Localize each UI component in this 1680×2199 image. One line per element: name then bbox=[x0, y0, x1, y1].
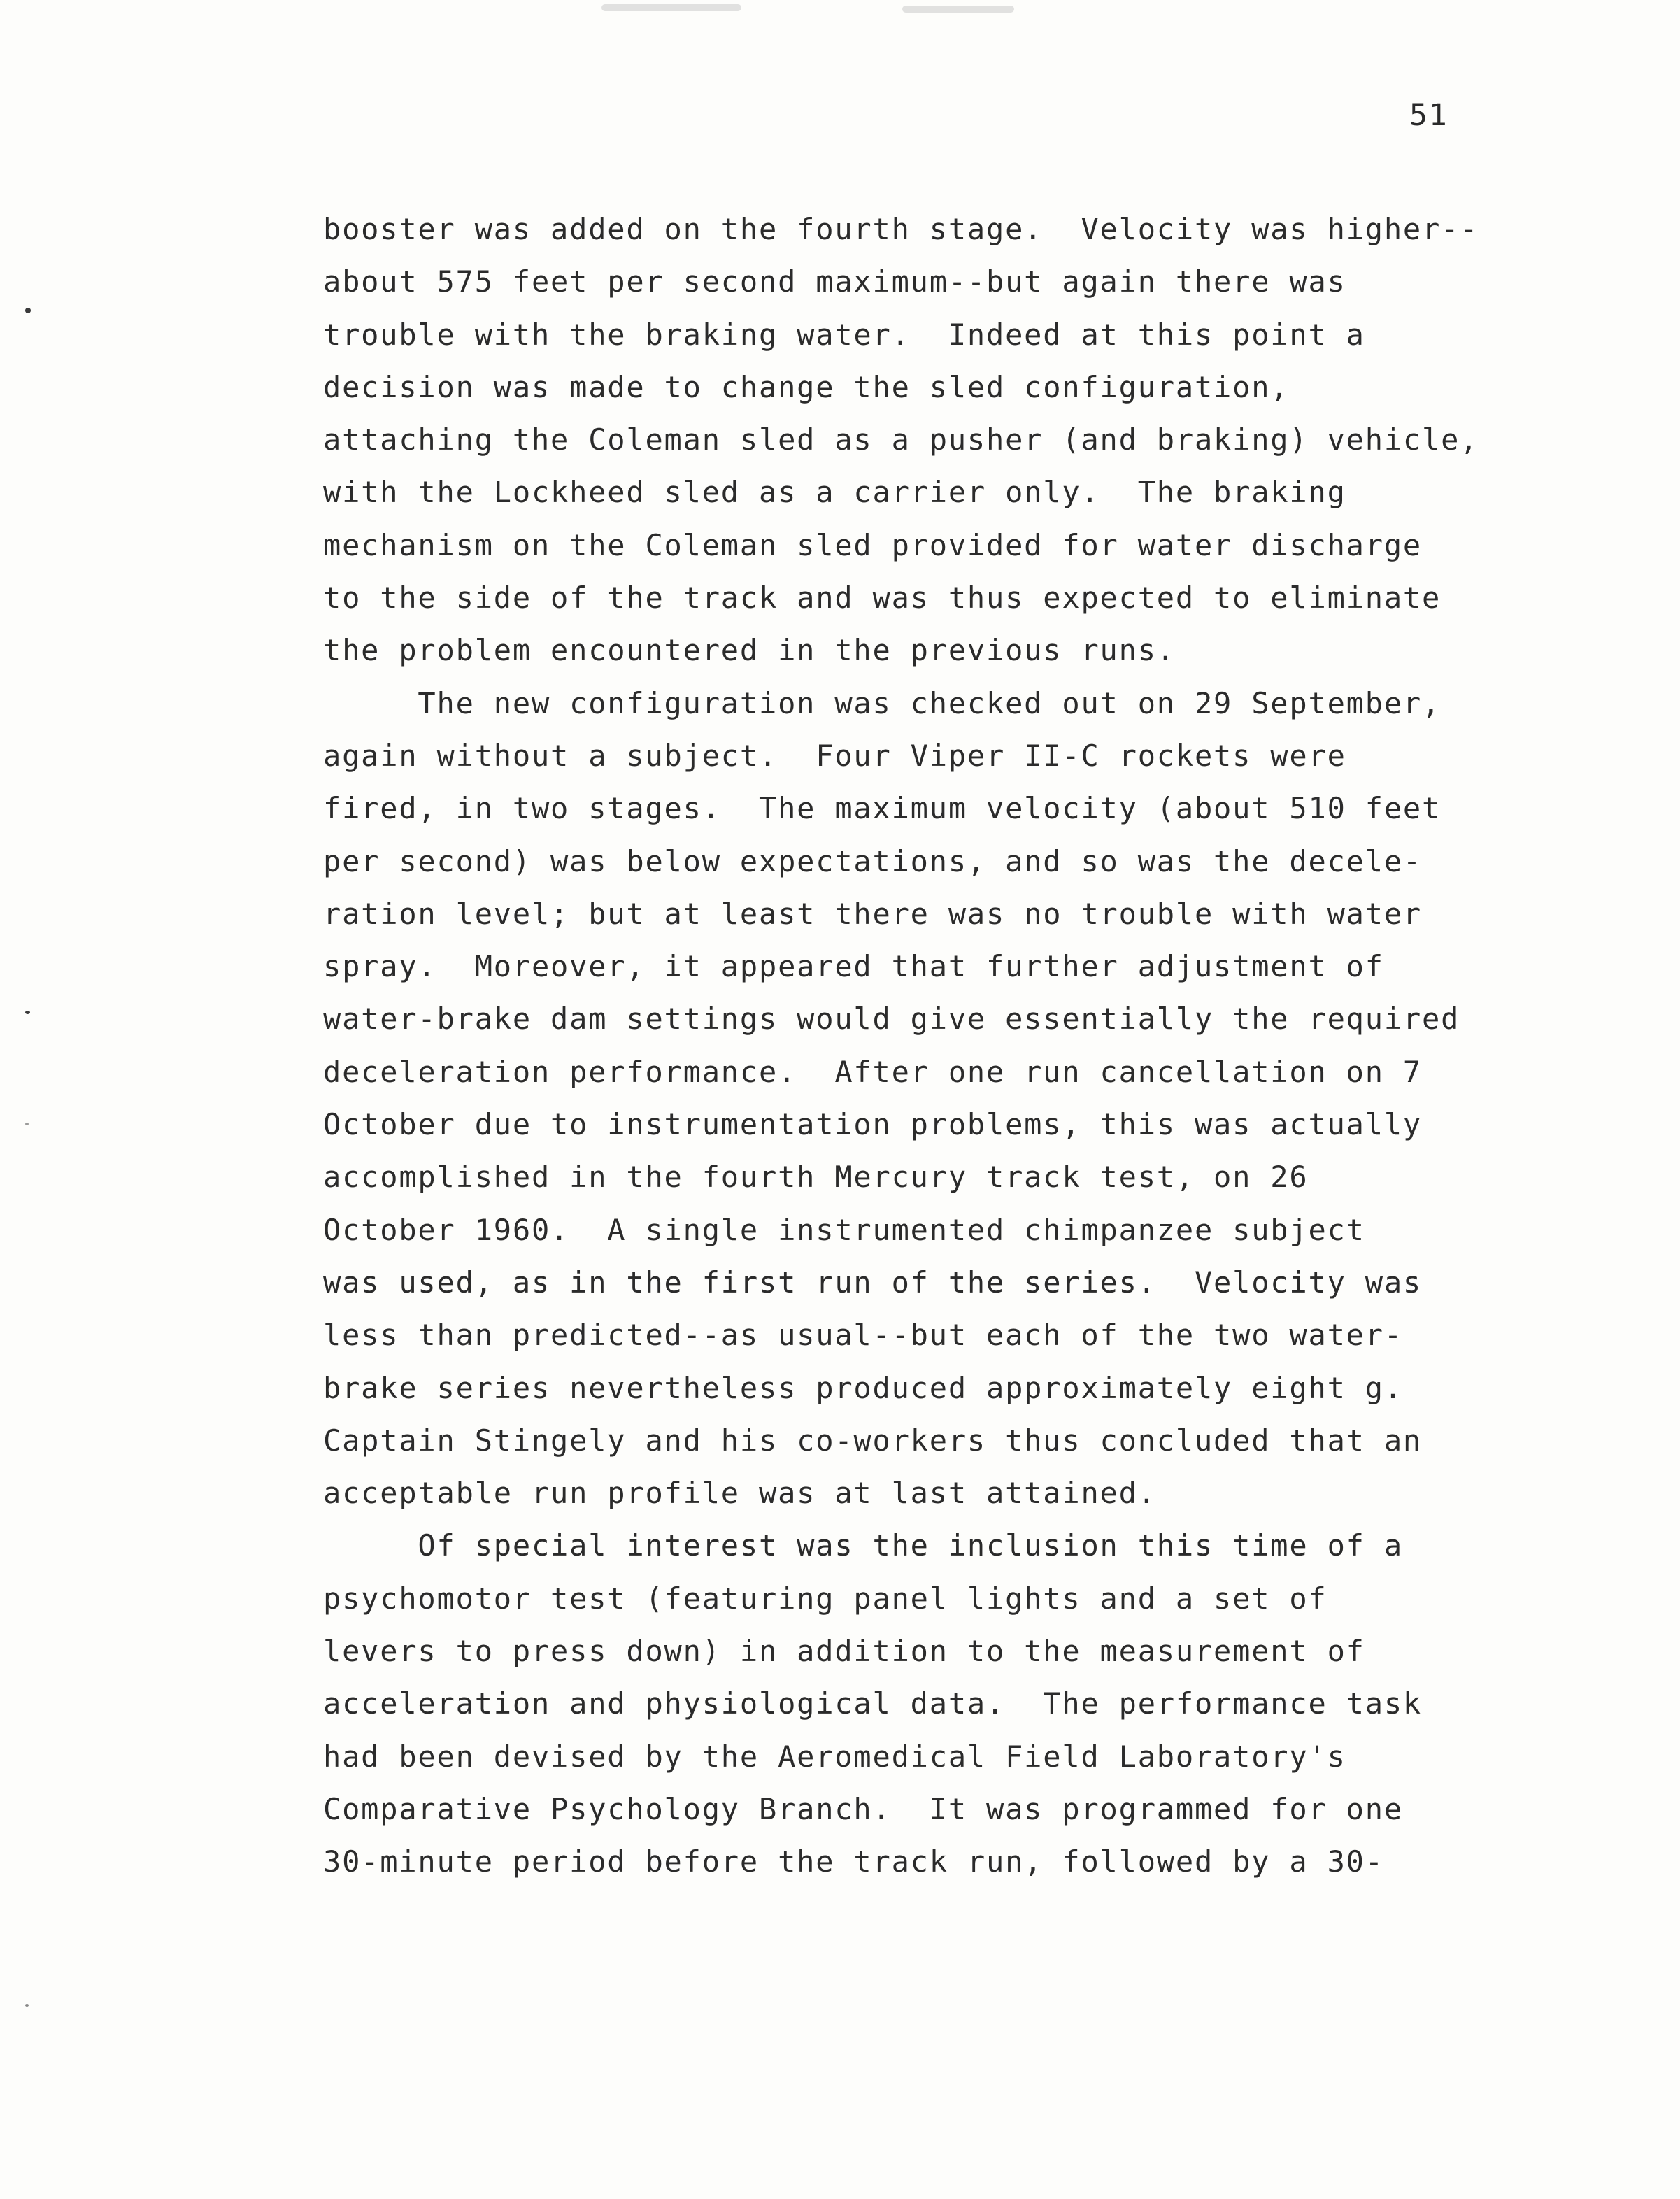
text-line: water-brake dam settings would give essentially the required bbox=[323, 1002, 1460, 1037]
scan-smudge bbox=[601, 4, 741, 11]
text-line: attaching the Coleman sled as a pusher (and braking) vehicle, bbox=[323, 422, 1479, 457]
text-line: acceptable run profile was at last attained. bbox=[323, 1476, 1157, 1511]
text-line: to the side of the track and was thus expected to eliminate bbox=[323, 581, 1441, 615]
text-line: per second) was below expectations, and so was the decele- bbox=[323, 844, 1422, 878]
text-line: was used, as in the first run of the series. Velocity was bbox=[323, 1265, 1422, 1300]
text-line: Comparative Psychology Branch. It was programmed for one bbox=[323, 1791, 1403, 1826]
text-line: decision was made to change the sled configuration, bbox=[323, 369, 1290, 404]
text-line: October 1960. A single instrumented chimpanzee subject bbox=[323, 1212, 1365, 1247]
margin-mark bbox=[25, 2004, 29, 2007]
text-line: less than predicted--as usual--but each of the two water- bbox=[323, 1318, 1403, 1353]
text-line: acceleration and physiological data. The performance task bbox=[323, 1686, 1422, 1721]
margin-mark bbox=[25, 1011, 30, 1014]
text-line: trouble with the braking water. Indeed at this point a bbox=[323, 317, 1365, 352]
body-text bbox=[323, 203, 1526, 1888]
text-line: had been devised by the Aeromedical Field Laboratory's bbox=[323, 1739, 1346, 1774]
text-line: Of special interest was the inclusion this time of a bbox=[323, 1528, 1403, 1563]
text-line: again without a subject. Four Viper II-C rockets were bbox=[323, 738, 1346, 773]
text-line: October due to instrumentation problems, this was actually bbox=[323, 1107, 1422, 1142]
margin-mark bbox=[25, 1123, 29, 1125]
text-line: fired, in two stages. The maximum velocity (about 510 feet bbox=[323, 791, 1441, 826]
text-line: ration level; but at least there was no trouble with water bbox=[323, 896, 1422, 931]
text-line: about 575 feet per second maximum--but again there was bbox=[323, 264, 1346, 299]
text-line: with the Lockheed sled as a carrier only. The braking bbox=[323, 475, 1346, 510]
text-line: psychomotor test (featuring panel lights and a set of bbox=[323, 1581, 1327, 1616]
text-line: The new configuration was checked out on 29 September, bbox=[323, 685, 1441, 720]
text-line: the problem encountered in the previous runs. bbox=[323, 633, 1176, 668]
text-line: booster was added on the fourth stage. Velocity was higher-- bbox=[323, 212, 1479, 246]
text-line: deceleration performance. After one run cancellation on 7 bbox=[323, 1054, 1422, 1089]
text-line: Captain Stingely and his co-workers thus concluded that an bbox=[323, 1423, 1422, 1458]
text-line: brake series nevertheless produced approximately eight g. bbox=[323, 1370, 1403, 1405]
page-number: 51 bbox=[1409, 98, 1448, 133]
scan-smudge bbox=[902, 6, 1014, 13]
text-line: 30-minute period before the track run, followed by a 30- bbox=[323, 1844, 1384, 1879]
text-line: levers to press down) in addition to the measurement of bbox=[323, 1634, 1365, 1669]
text-line: mechanism on the Coleman sled provided for water discharge bbox=[323, 527, 1422, 562]
text-line: accomplished in the fourth Mercury track test, on 26 bbox=[323, 1160, 1309, 1195]
text-line: spray. Moreover, it appeared that further adjustment of bbox=[323, 949, 1384, 984]
margin-mark bbox=[25, 308, 31, 313]
